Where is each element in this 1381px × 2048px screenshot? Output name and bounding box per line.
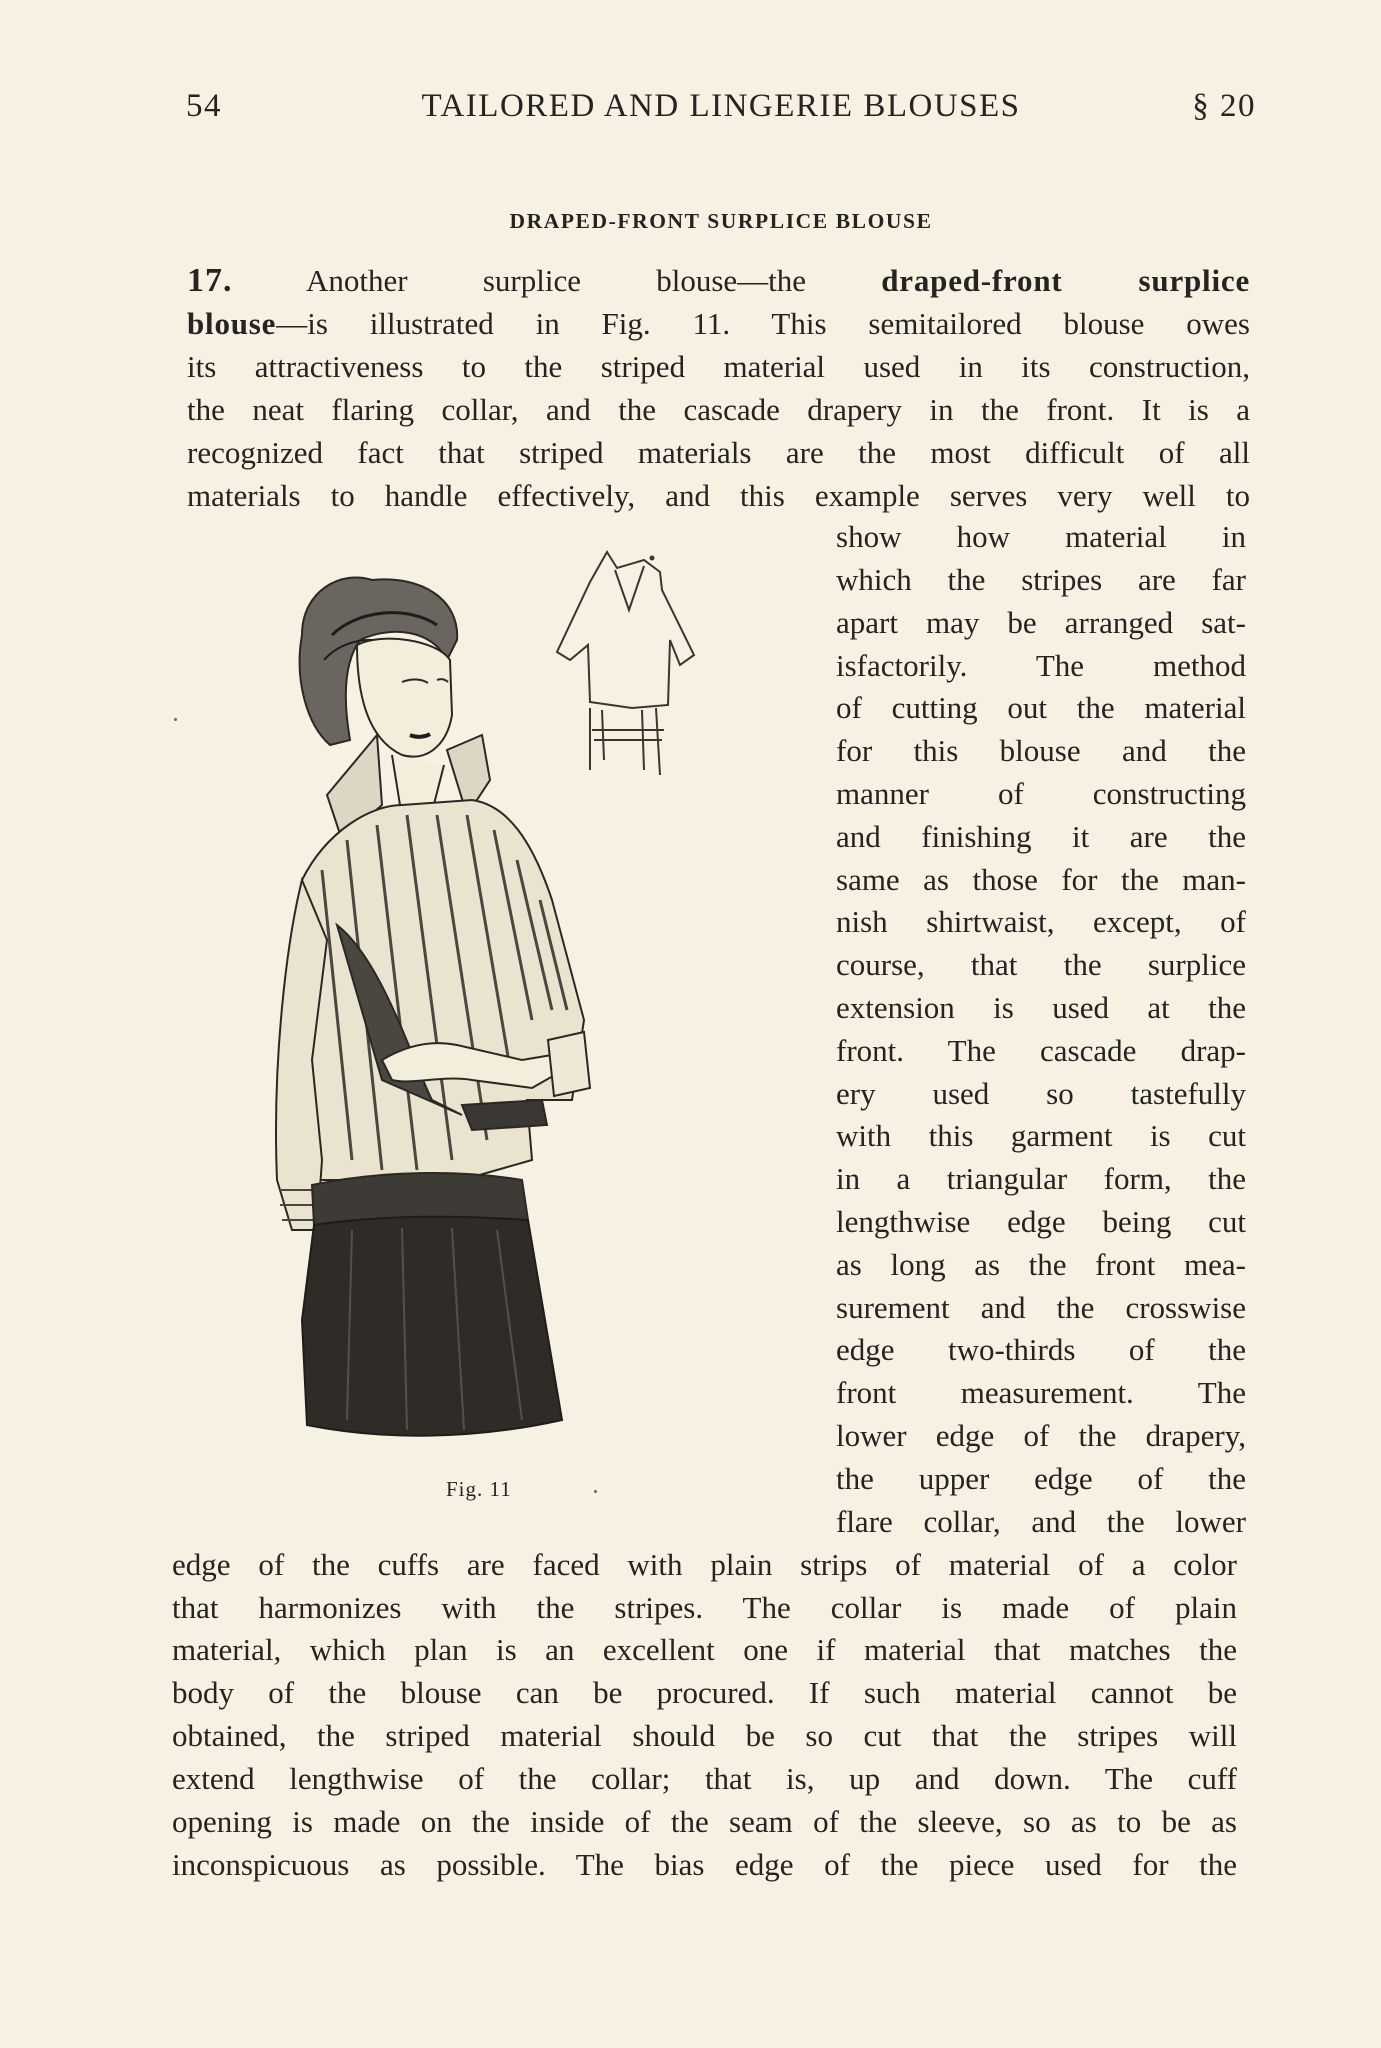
bold-term: draped-front surplice [881,263,1250,298]
text-line: 17. Another surplice blouse—the draped-front surplice [187,262,1250,299]
column-line: as long as the front mea- [836,1247,1246,1282]
text-line: extend lengthwise of the collar; that is, up and down. The cuff [172,1761,1237,1796]
column-line: in a triangular form, the [836,1161,1246,1196]
text-line: its attractiveness to the striped material used in its construction, [187,349,1250,384]
column-line: front measurement. The [836,1375,1246,1410]
section-title: DRAPED-FRONT SURPLICE BLOUSE [509,209,933,233]
inset-blouse-sketch [557,552,694,775]
text-line: materials to handle effectively, and this example serves very well to [187,478,1250,513]
column-line: lower edge of the drapery, [836,1418,1246,1453]
column-line: course, that the surplice [836,947,1246,982]
running-head [186,88,1256,132]
column-line: with this garment is cut [836,1118,1246,1153]
figure-illustration [232,540,792,1455]
column-line: manner of constructing [836,776,1246,811]
text-line: body of the blouse can be procured. If such material cannot be [172,1675,1237,1710]
bold-term: blouse [187,306,277,341]
section-mark: § 20 [1192,88,1256,124]
column-line: edge two-thirds of the [836,1332,1246,1367]
column-line: show how material in [836,519,1246,554]
text-line: material, which plan is an excellent one if material that matches the [172,1632,1237,1667]
text-line: inconspicuous as possible. The bias edge of the piece used for the [172,1847,1237,1882]
text-line: opening is made on the inside of the seam of the sleeve, so as to be as [172,1804,1237,1839]
text-line: edge of the cuffs are faced with plain strips of material of a color [172,1547,1237,1582]
text-line: the neat flaring collar, and the cascade drapery in the front. It is a [187,392,1250,427]
column-line: flare collar, and the lower [836,1504,1246,1539]
column-line: for this blouse and the [836,733,1246,768]
column-line: front. The cascade drap- [836,1033,1246,1068]
figure-caption: Fig. 11 [446,1477,512,1501]
woman-figure [276,577,590,1435]
column-line: nish shirtwaist, except, of [836,904,1246,939]
text-line: that harmonizes with the stripes. The collar is made of plain [172,1590,1237,1625]
speck [174,718,177,721]
column-line: extension is used at the [836,990,1246,1025]
paragraph-number: 17. [187,262,233,299]
column-line: lengthwise edge being cut [836,1204,1246,1239]
column-line: surement and the crosswise [836,1290,1246,1325]
column-line: ery used so tastefully [836,1076,1246,1111]
column-line: apart may be arranged sat- [836,605,1246,640]
text-line: obtained, the striped material should be so cut that the stripes will [172,1718,1237,1753]
column-line: and finishing it are the [836,819,1246,854]
column-line: which the stripes are far [836,562,1246,597]
blouse-illustration [232,540,792,1455]
column-line: same as those for the man- [836,862,1246,897]
running-title: TAILORED AND LINGERIE BLOUSES [421,88,1021,124]
text-line: blouse—is illustrated in Fig. 11. This semitailored blouse owes [187,306,1250,341]
column-line: isfactorily. The method [836,648,1246,683]
column-line: of cutting out the material [836,690,1246,725]
column-line: the upper edge of the [836,1461,1246,1496]
speck [594,1490,597,1493]
text-line: recognized fact that striped materials are the most difficult of all [187,435,1250,470]
page-number: 54 [186,88,222,124]
